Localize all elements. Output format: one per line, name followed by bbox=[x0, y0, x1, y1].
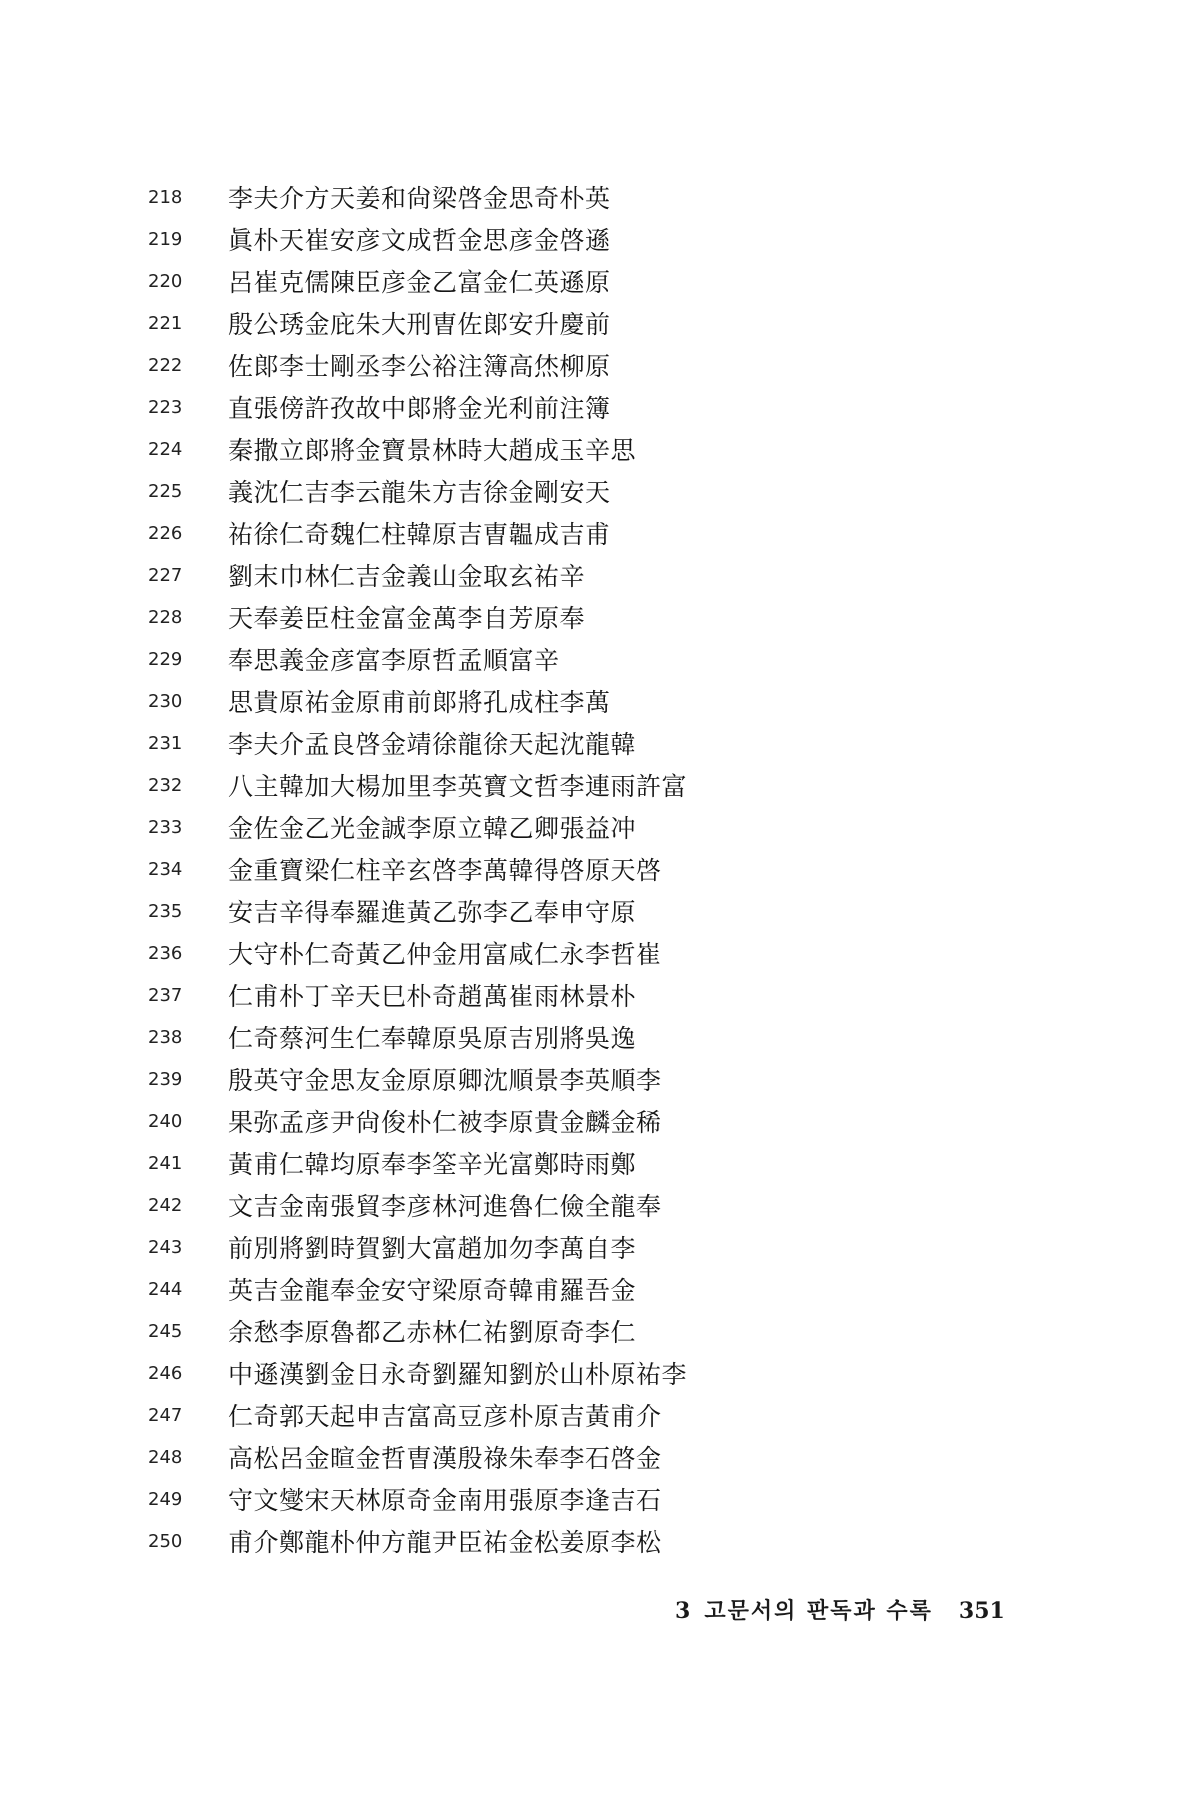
entry-row bbox=[148, 428, 1048, 470]
entry-row bbox=[148, 806, 1048, 848]
entry-text: 金重寶梁仁柱辛玄啓李萬韓得啓原天啓 bbox=[228, 856, 662, 885]
entry-row bbox=[148, 932, 1048, 974]
entry-number: 230 bbox=[148, 690, 183, 712]
entry-row bbox=[148, 722, 1048, 764]
entry-number: 247 bbox=[148, 1404, 183, 1426]
entry-row bbox=[148, 260, 1048, 302]
entry-text: 高松呂金暄金哲曺漢殷祿朱奉李石啓金 bbox=[228, 1444, 662, 1473]
entry-text: 安吉辛得奉羅進黃乙弥李乙奉申守原 bbox=[228, 898, 637, 927]
entry-text: 前別將劉時賀劉大富趙加勿李萬自李 bbox=[228, 1234, 637, 1263]
entry-number: 250 bbox=[148, 1530, 183, 1552]
entry-row bbox=[148, 1310, 1048, 1352]
entry-text: 李夫介方天姜和尙梁啓金思奇朴英 bbox=[228, 184, 611, 213]
entry-number: 222 bbox=[148, 354, 183, 376]
entry-number: 236 bbox=[148, 942, 183, 964]
entry-number: 233 bbox=[148, 816, 183, 838]
entry-row bbox=[148, 386, 1048, 428]
entry-number: 234 bbox=[148, 858, 183, 880]
entry-row bbox=[148, 848, 1048, 890]
entry-row bbox=[148, 764, 1048, 806]
entry-number: 218 bbox=[148, 186, 183, 208]
entry-text: 果弥孟彦尹尙俊朴仁被李原貴金麟金稀 bbox=[228, 1108, 662, 1137]
entry-text: 秦撒立郞將金寶景林時大趙成玉辛思 bbox=[228, 436, 637, 465]
entry-row bbox=[148, 1394, 1048, 1436]
entry-row bbox=[148, 680, 1048, 722]
entry-row bbox=[148, 470, 1048, 512]
entry-text: 劉末巾林仁吉金義山金取玄祐辛 bbox=[228, 562, 586, 591]
entry-row bbox=[148, 1478, 1048, 1520]
entry-text: 殷英守金思友金原原卿沈順景李英順李 bbox=[228, 1066, 662, 1095]
entry-number: 221 bbox=[148, 312, 183, 334]
entry-row bbox=[148, 1016, 1048, 1058]
entry-number: 239 bbox=[148, 1068, 183, 1090]
entry-row bbox=[148, 1436, 1048, 1478]
entry-list bbox=[148, 176, 1048, 1562]
entry-row bbox=[148, 1058, 1048, 1100]
entry-row bbox=[148, 974, 1048, 1016]
entry-number: 242 bbox=[148, 1194, 183, 1216]
entry-text: 李夫介孟良啓金靖徐龍徐天起沈龍韓 bbox=[228, 730, 637, 759]
entry-text: 余愁李原魯都乙赤林仁祐劉原奇李仁 bbox=[228, 1318, 637, 1347]
entry-row bbox=[148, 1184, 1048, 1226]
running-title: 고문서의 판독과 수록 bbox=[704, 1598, 933, 1624]
entry-text: 仁甫朴丁辛天巳朴奇趙萬崔雨林景朴 bbox=[228, 982, 637, 1011]
entry-number: 229 bbox=[148, 648, 183, 670]
entry-row bbox=[148, 344, 1048, 386]
entry-text: 天奉姜臣柱金富金萬李自芳原奉 bbox=[228, 604, 586, 633]
entry-number: 238 bbox=[148, 1026, 183, 1048]
entry-text: 黃甫仁韓均原奉李筌辛光富鄭時雨鄭 bbox=[228, 1150, 637, 1179]
entry-text: 奉思義金彦富李原哲孟順富辛 bbox=[228, 646, 560, 675]
entry-number: 240 bbox=[148, 1110, 183, 1132]
page-footer bbox=[675, 1594, 1035, 1625]
entry-text: 八主韓加大楊加里李英寶文哲李連雨許富 bbox=[228, 772, 688, 801]
entry-row bbox=[148, 890, 1048, 932]
entry-text: 仁奇蔡河生仁奉韓原吳原吉別將吳逸 bbox=[228, 1024, 637, 1053]
entry-number: 219 bbox=[148, 228, 183, 250]
entry-number: 249 bbox=[148, 1488, 183, 1510]
entry-number: 246 bbox=[148, 1362, 183, 1384]
entry-number: 225 bbox=[148, 480, 183, 502]
entry-text: 甫介鄭龍朴仲方龍尹臣祐金松姜原李松 bbox=[228, 1528, 662, 1557]
entry-row bbox=[148, 1142, 1048, 1184]
entry-text: 守文燮宋天林原奇金南用張原李逢吉石 bbox=[228, 1486, 662, 1515]
entry-text: 義沈仁吉李云龍朱方吉徐金剛安天 bbox=[228, 478, 611, 507]
entry-text: 祐徐仁奇魏仁柱韓原吉曺韞成吉甫 bbox=[228, 520, 611, 549]
entry-text: 文吉金南張貿李彦林河進魯仁儉全龍奉 bbox=[228, 1192, 662, 1221]
entry-number: 232 bbox=[148, 774, 183, 796]
entry-number: 220 bbox=[148, 270, 183, 292]
entry-row bbox=[148, 554, 1048, 596]
entry-text: 金佐金乙光金誠李原立韓乙卿張益冲 bbox=[228, 814, 637, 843]
entry-number: 244 bbox=[148, 1278, 183, 1300]
entry-number: 237 bbox=[148, 984, 183, 1006]
entry-row bbox=[148, 1226, 1048, 1268]
chapter-number: 3 bbox=[675, 1598, 691, 1624]
entry-number: 243 bbox=[148, 1236, 183, 1258]
entry-number: 228 bbox=[148, 606, 183, 628]
entry-row bbox=[148, 596, 1048, 638]
entry-number: 248 bbox=[148, 1446, 183, 1468]
entry-number: 245 bbox=[148, 1320, 183, 1342]
entry-row bbox=[148, 1268, 1048, 1310]
entry-text: 直張傍許孜故中郞將金光利前注簿 bbox=[228, 394, 611, 423]
entry-text: 眞朴天崔安彦文成哲金思彦金啓遜 bbox=[228, 226, 611, 255]
entry-row bbox=[148, 1520, 1048, 1562]
entry-number: 223 bbox=[148, 396, 183, 418]
entry-number: 227 bbox=[148, 564, 183, 586]
entry-row bbox=[148, 302, 1048, 344]
entry-text: 思貴原祐金原甫前郞將孔成柱李萬 bbox=[228, 688, 611, 717]
entry-row bbox=[148, 176, 1048, 218]
entry-text: 呂崔克儒陳臣彦金乙富金仁英遜原 bbox=[228, 268, 611, 297]
entry-number: 235 bbox=[148, 900, 183, 922]
entry-number: 226 bbox=[148, 522, 183, 544]
entry-text: 大守朴仁奇黃乙仲金用富咸仁永李哲崔 bbox=[228, 940, 662, 969]
entry-text: 中遜漢劉金日永奇劉羅知劉於山朴原祐李 bbox=[228, 1360, 688, 1389]
entry-row bbox=[148, 638, 1048, 680]
entry-text: 佐郞李士剛丞李公裕注簿高烋柳原 bbox=[228, 352, 611, 381]
entry-row bbox=[148, 1100, 1048, 1142]
entry-number: 231 bbox=[148, 732, 183, 754]
entry-number: 241 bbox=[148, 1152, 183, 1174]
entry-text: 仁奇郭天起申吉富高豆彦朴原吉黃甫介 bbox=[228, 1402, 662, 1431]
entry-text: 英吉金龍奉金安守梁原奇韓甫羅吾金 bbox=[228, 1276, 637, 1305]
entry-row bbox=[148, 218, 1048, 260]
entry-row bbox=[148, 1352, 1048, 1394]
entry-number: 224 bbox=[148, 438, 183, 460]
entry-row bbox=[148, 512, 1048, 554]
entry-text: 殷公琇金庇朱大刑曺佐郞安升慶前 bbox=[228, 310, 611, 339]
page-number: 351 bbox=[958, 1598, 1005, 1624]
